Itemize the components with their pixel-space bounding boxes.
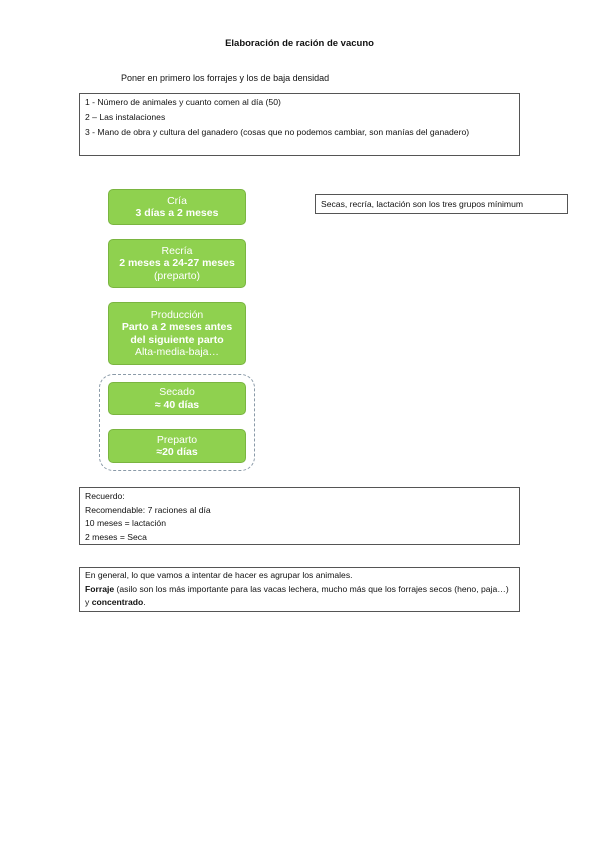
stage-detail: ≈ 40 días bbox=[154, 398, 200, 411]
factor-line: 3 - Mano de obra y cultura del ganadero (cosas que no podemos cambiar, son manías del ganadero) bbox=[85, 127, 470, 137]
recuerdo-line: 10 meses = lactación bbox=[85, 518, 166, 528]
stage-name: Recría bbox=[161, 244, 193, 257]
recuerdo-line: 2 meses = Seca bbox=[85, 531, 147, 542]
stage-secado bbox=[108, 382, 246, 415]
general-line: En general, lo que vamos a intentar de hacer es agrupar los animales. bbox=[85, 570, 353, 580]
stage-extra: Alta-media-baja… bbox=[134, 346, 220, 358]
stage-recria bbox=[108, 239, 246, 288]
forraje-text: (asilo son los más importante para las vacas lechera, mucho más que los forrajes secos (heno, paja…) y bbox=[85, 583, 509, 607]
stage-name: Preparto bbox=[156, 433, 198, 446]
stage-cria bbox=[108, 189, 246, 225]
side-note: Secas, recría, lactación son los tres grupos mínimum bbox=[321, 199, 524, 209]
side-note-box bbox=[315, 194, 568, 214]
stage-preparto bbox=[108, 429, 246, 463]
forraje-word: Forraje bbox=[85, 583, 115, 594]
paragraph-end: . bbox=[143, 597, 146, 607]
stage-detail: 3 días a 2 meses bbox=[135, 207, 219, 219]
recuerdo-heading: Recuerdo: bbox=[85, 491, 125, 501]
concentrado-word: concentrado bbox=[91, 597, 144, 607]
stage-name: Secado bbox=[159, 386, 195, 398]
stage-detail: ≈20 días bbox=[156, 446, 198, 458]
stage-name: Producción bbox=[150, 308, 204, 321]
stage-extra: (preparto) bbox=[153, 269, 201, 282]
stage-produccion bbox=[108, 302, 246, 365]
stage-detail: Parto a 2 meses antes del siguiente parto bbox=[121, 321, 233, 346]
page-title: Elaboración de ración de vacuno bbox=[225, 38, 374, 49]
recuerdo-box bbox=[79, 487, 520, 545]
factor-line: 1 - Número de animales y cuanto comen al día (50) bbox=[85, 97, 281, 107]
stage-detail: 2 meses a 24-27 meses bbox=[119, 257, 235, 270]
general-box bbox=[79, 567, 520, 612]
factors-box bbox=[79, 93, 520, 156]
recuerdo-line: Recomendable: 7 raciones al día bbox=[85, 504, 211, 515]
stage-name: Cría bbox=[167, 194, 187, 207]
subtitle: Poner en primero los forrajes y los de baja densidad bbox=[121, 73, 330, 83]
factor-line: 2 – Las instalaciones bbox=[85, 112, 166, 122]
forraje-paragraph bbox=[85, 583, 514, 610]
